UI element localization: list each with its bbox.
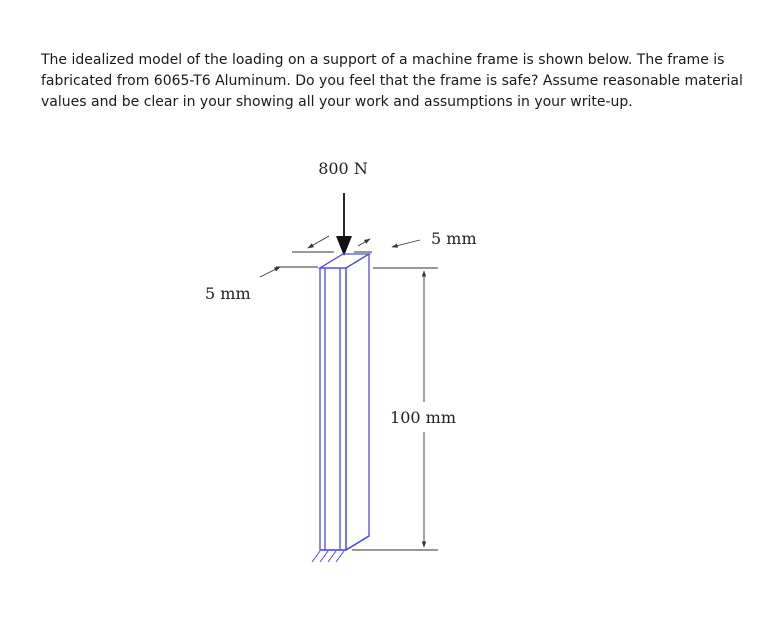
load-label: 800 N xyxy=(318,159,368,178)
depth-label: 5 mm xyxy=(205,284,251,303)
base-hatching xyxy=(312,551,344,562)
load-arrow xyxy=(336,193,352,256)
problem-line-2: fabricated from 6065-T6 Aluminum. Do you feel that the frame is safe? Assume reasonable material xyxy=(41,73,743,89)
support-member xyxy=(320,254,369,550)
depth-dimension xyxy=(260,267,318,277)
problem-line-3: values and be clear in your showing all your work and assumptions in your write-up. xyxy=(41,94,633,110)
height-label: 100 mm xyxy=(390,408,456,427)
width-label: 5 mm xyxy=(431,229,477,248)
problem-line-1: The idealized model of the loading on a support of a machine frame is shown below. The frame is xyxy=(41,52,725,68)
width-dimension xyxy=(292,236,420,252)
